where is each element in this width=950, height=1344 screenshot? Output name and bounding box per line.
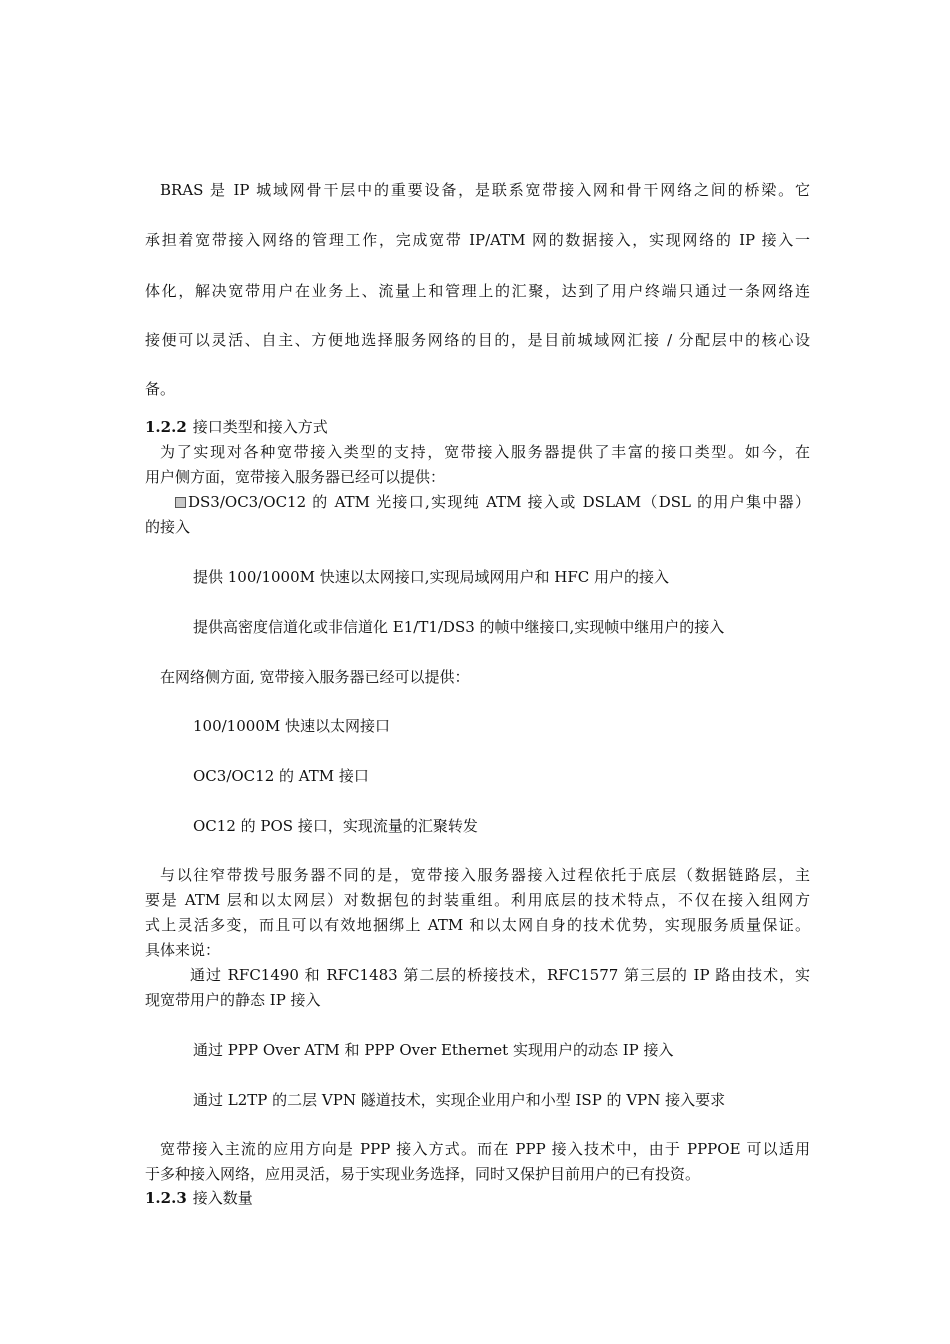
section-heading-1-2-3 (145, 1187, 810, 1209)
section-number: 1.2.3 (145, 1189, 187, 1207)
para3-line4: 具体来说： (145, 941, 221, 959)
access-item1-line1: 通过 RFC1490 和 RFC1483 第二层的桥接技术，RFC1577 第三层的 IP 路由技术，实 (190, 966, 810, 984)
section-heading-1-2-2 (145, 416, 810, 438)
section-number: 1.2.2 (145, 418, 187, 436)
user-side-item3: 提供高密度信道化或非信道化 E1/T1/DS3 的帧中继接口,实现帧中继用户的接入 (193, 618, 725, 636)
para3-line2: 要是 ATM 层和以太网层）对数据包的封装重组。利用底层的技术特点，不仅在接入组网方 (145, 891, 810, 909)
network-side-item3: OC12 的 POS 接口，实现流量的汇聚转发 (193, 817, 478, 835)
para2-line2: 用户侧方面，宽带接入服务器已经可以提供： (145, 468, 446, 486)
section-title: 接口类型和接入方式 (192, 418, 328, 436)
user-side-item1-line2: 的接入 (145, 518, 191, 536)
user-side-item1-text: DS3/OC3/OC12 的 ATM 光接口,实现纯 ATM 接入或 DSLAM（DSL 的用户集中器） (188, 493, 810, 511)
para3-line3: 式上灵活多变，而且可以有效地捆绑上 ATM 和以太网自身的技术优势，实现服务质量保证。 (145, 916, 810, 934)
para4-line2: 于多种接入网络，应用灵活，易于实现业务选择，同时又保护目前用户的已有投资。 (145, 1165, 701, 1183)
network-side-item1: 100/1000M 快速以太网接口 (193, 717, 390, 735)
network-side-item2: OC3/OC12 的 ATM 接口 (193, 767, 369, 785)
para2-line1: 为了实现对各种宽带接入类型的支持，宽带接入服务器提供了丰富的接口类型。如今，在 (160, 443, 810, 461)
checkbox-bullet-icon (175, 497, 186, 508)
access-item2: 通过 PPP Over ATM 和 PPP Over Ethernet 实现用户的动态 IP 接入 (193, 1041, 674, 1059)
section-title: 接入数量 (192, 1189, 253, 1207)
para3-line1: 与以往窄带拨号服务器不同的是，宽带接入服务器接入过程依托于底层（数据链路层，主 (160, 866, 810, 884)
para1-line3: 体化，解决宽带用户在业务上、流量上和管理上的汇聚，达到了用户终端只通过一条网络连 (145, 282, 810, 300)
user-side-item1-line1 (175, 491, 810, 513)
para4-line1: 宽带接入主流的应用方向是 PPP 接入方式。而在 PPP 接入技术中，由于 PPPOE 可以适用 (160, 1140, 810, 1158)
access-item3: 通过 L2TP 的二层 VPN 隧道技术，实现企业用户和小型 ISP 的 VPN 接入要求 (193, 1091, 726, 1109)
para1-line1: BRAS 是 IP 城域网骨干层中的重要设备，是联系宽带接入网和骨干网络之间的桥梁。它 (160, 181, 810, 199)
network-side-intro: 在网络侧方面, 宽带接入服务器已经可以提供： (160, 668, 470, 686)
para1-line2: 承担着宽带接入网络的管理工作，完成宽带 IP/ATM 网的数据接入，实现网络的 IP 接入一 (145, 231, 810, 249)
para1-line5: 备。 (145, 380, 176, 398)
access-item1-line2: 现宽带用户的静态 IP 接入 (145, 991, 321, 1009)
user-side-item2: 提供 100/1000M 快速以太网接口,实现局域网用户和 HFC 用户的接入 (193, 568, 670, 586)
para1-line4: 接便可以灵活、自主、方便地选择服务网络的目的，是目前城域网汇接 / 分配层中的核心设 (145, 331, 810, 349)
